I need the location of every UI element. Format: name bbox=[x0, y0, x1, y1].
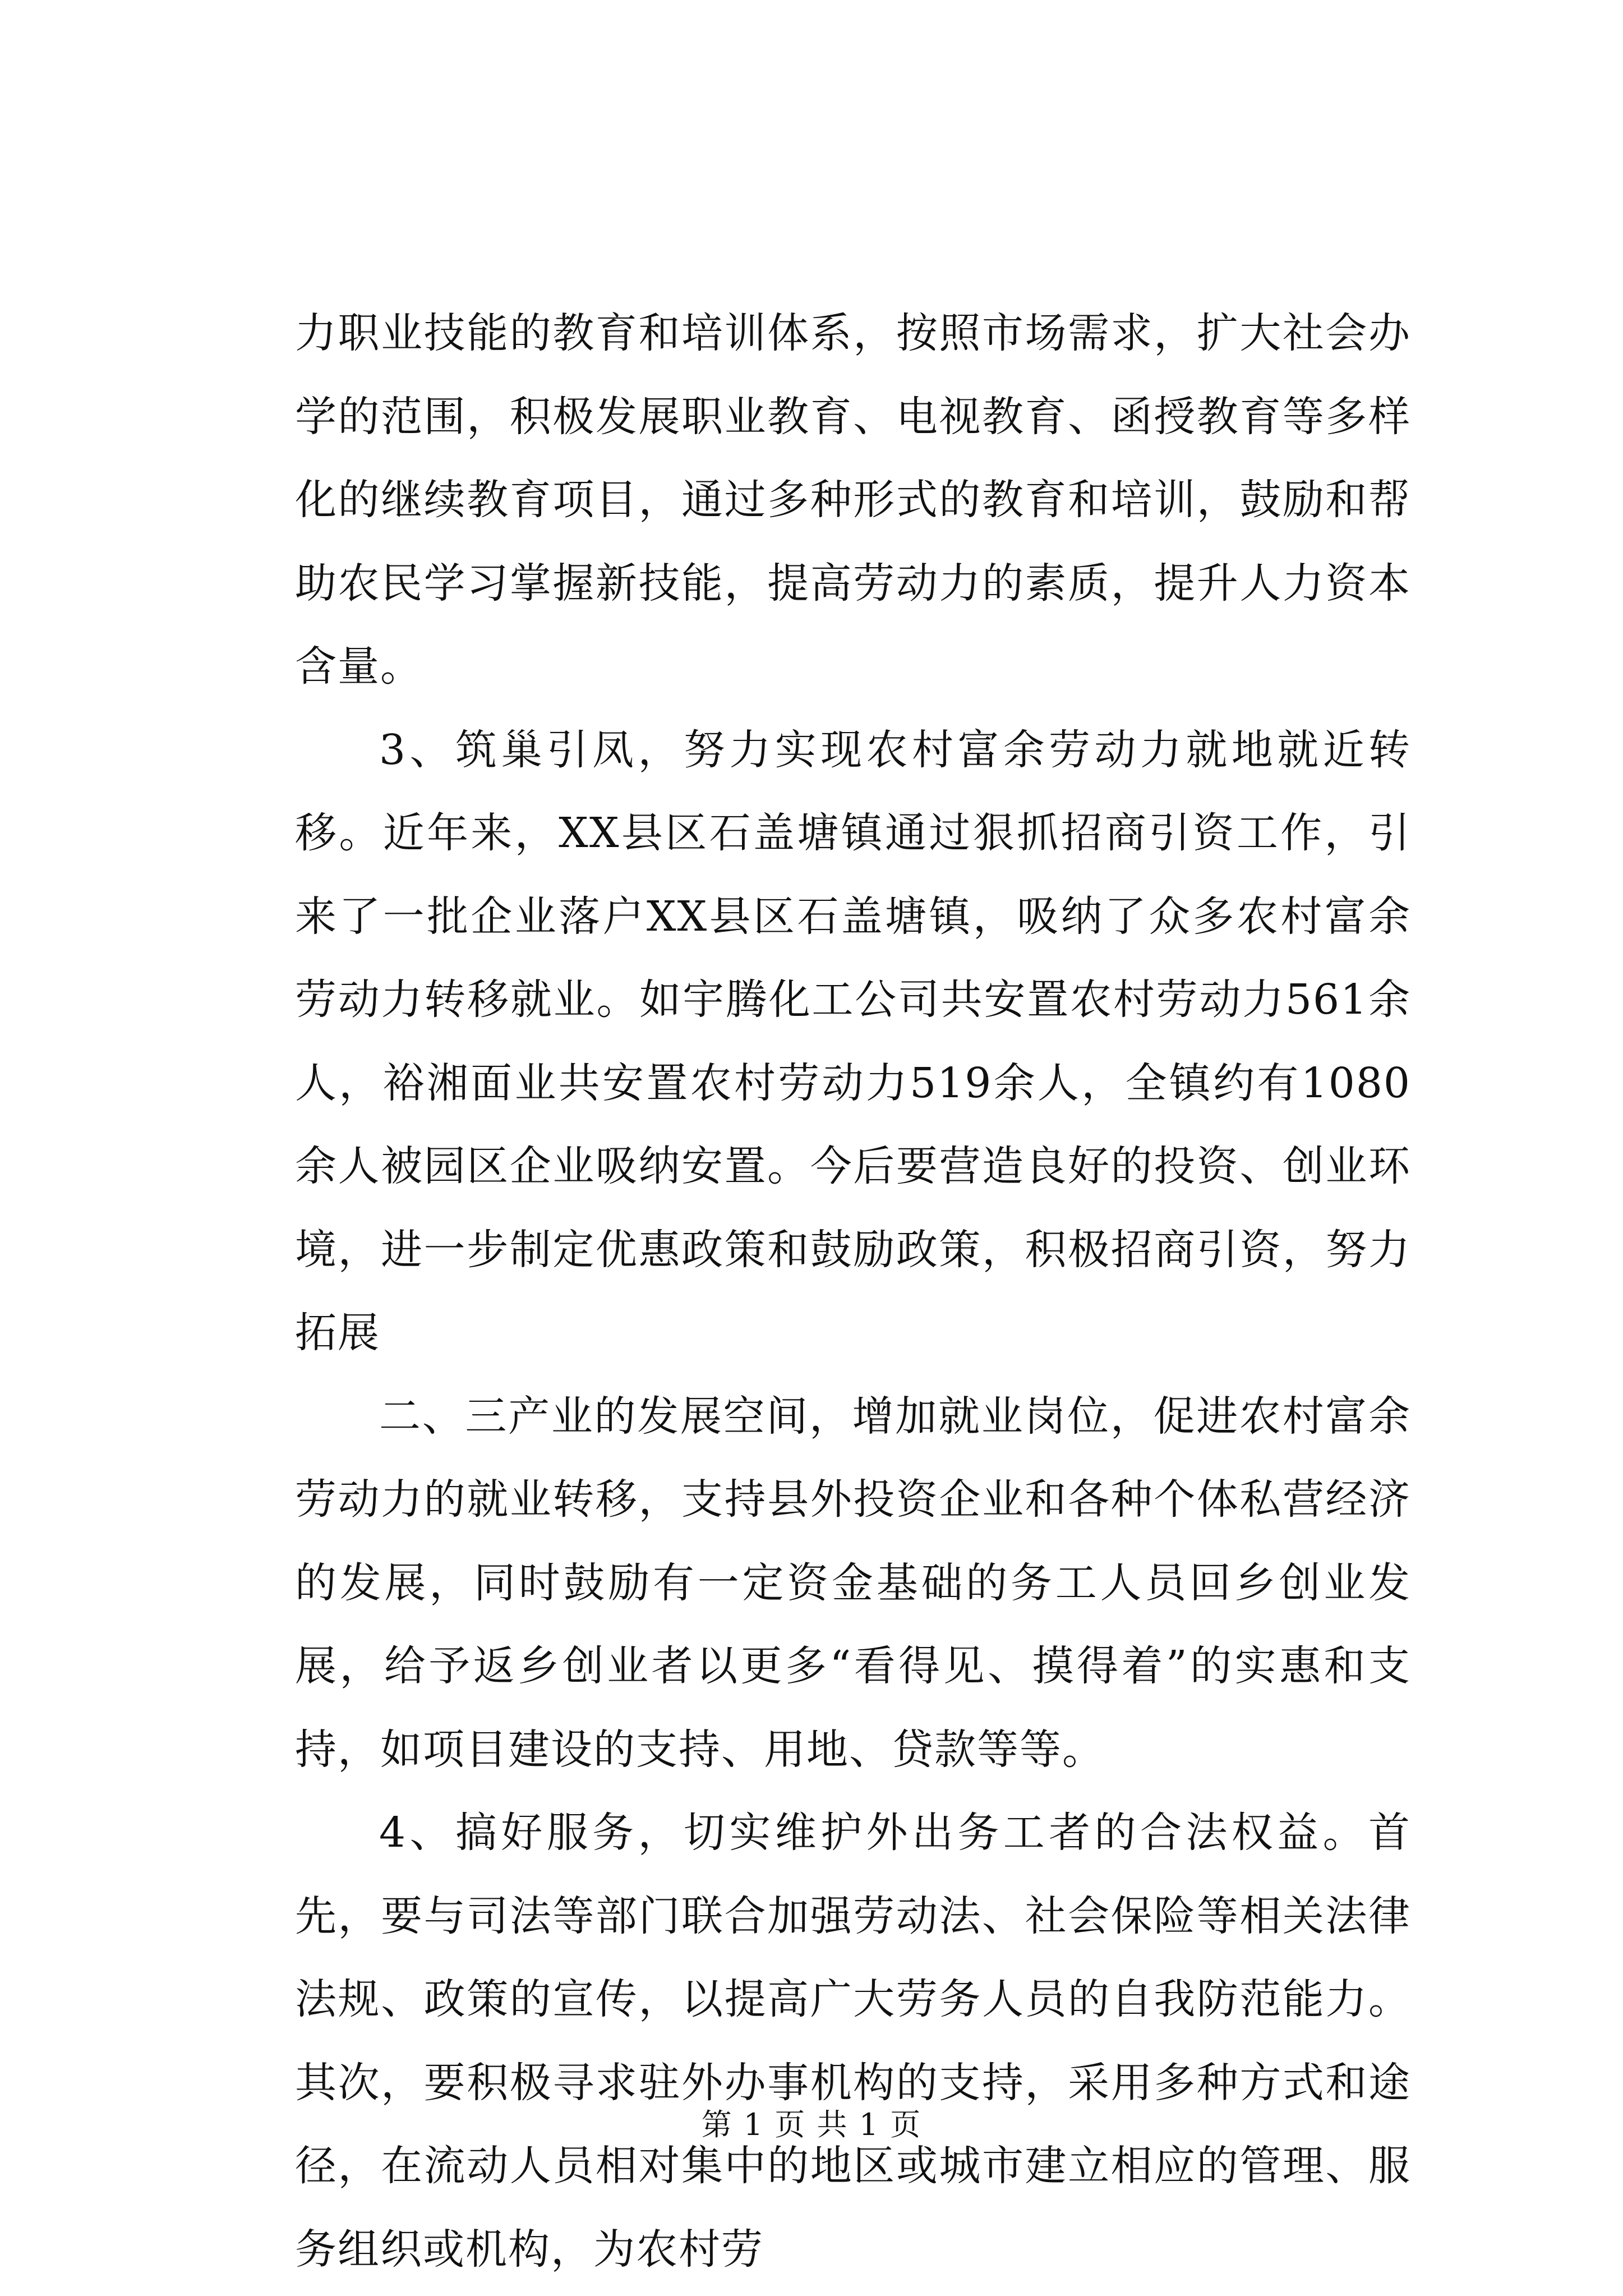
paragraph-2: 3、筑巢引凤，努力实现农村富余劳动力就地就近转移。近年来，XX县区石盖塘镇通过狠抓招商引资工作，引来了一批企业落户XX县区石盖塘镇，吸纳了众多农村富余劳动力转移就业。如宇腾化工公司共安置农村劳动力561余人，裕湘面业共安置农村劳动力519余人，全镇约有1080余人被园区企业吸纳安置。今后要营造良好的投资、创业环境，进一步制定优惠政策和鼓励政策，积极招商引资，努力拓展 bbox=[295, 725, 1411, 1357]
paragraph-1: 力职业技能的教育和培训体系，按照市场需求，扩大社会办学的范围，积极发展职业教育、电视教育、函授教育等多样化的继续教育项目，通过多种形式的教育和培训，鼓励和帮助农民学习掌握新技能，提高劳动力的素质，提升人力资本含量。 bbox=[295, 309, 1411, 691]
paragraph-3: 二、三产业的发展空间，增加就业岗位，促进农村富余劳动力的就业转移，支持县外投资企业和各种个体私营经济的发展，同时鼓励有一定资金基础的务工人员回乡创业发展，给予返乡创业者以更多“看得见、摸得着”的实惠和支持，如项目建设的支持、用地、贷款等等。 bbox=[295, 1392, 1411, 1774]
page-number-footer: 第 1 页 共 1 页 bbox=[701, 2107, 922, 2142]
paragraph-4: 4、搞好服务，切实维护外出务工者的合法权益。首先，要与司法等部门联合加强劳动法、社会保险等相关法律法规、政策的宣传，以提高广大劳务人员的自我防范能力。其次，要积极寻求驻外办事机构的支持，采用多种方式和途径，在流动人员相对集中的地区或城市建立相应的管理、服务组织或机构，为农村劳 bbox=[295, 1809, 1411, 2274]
document-body bbox=[295, 292, 1411, 2291]
